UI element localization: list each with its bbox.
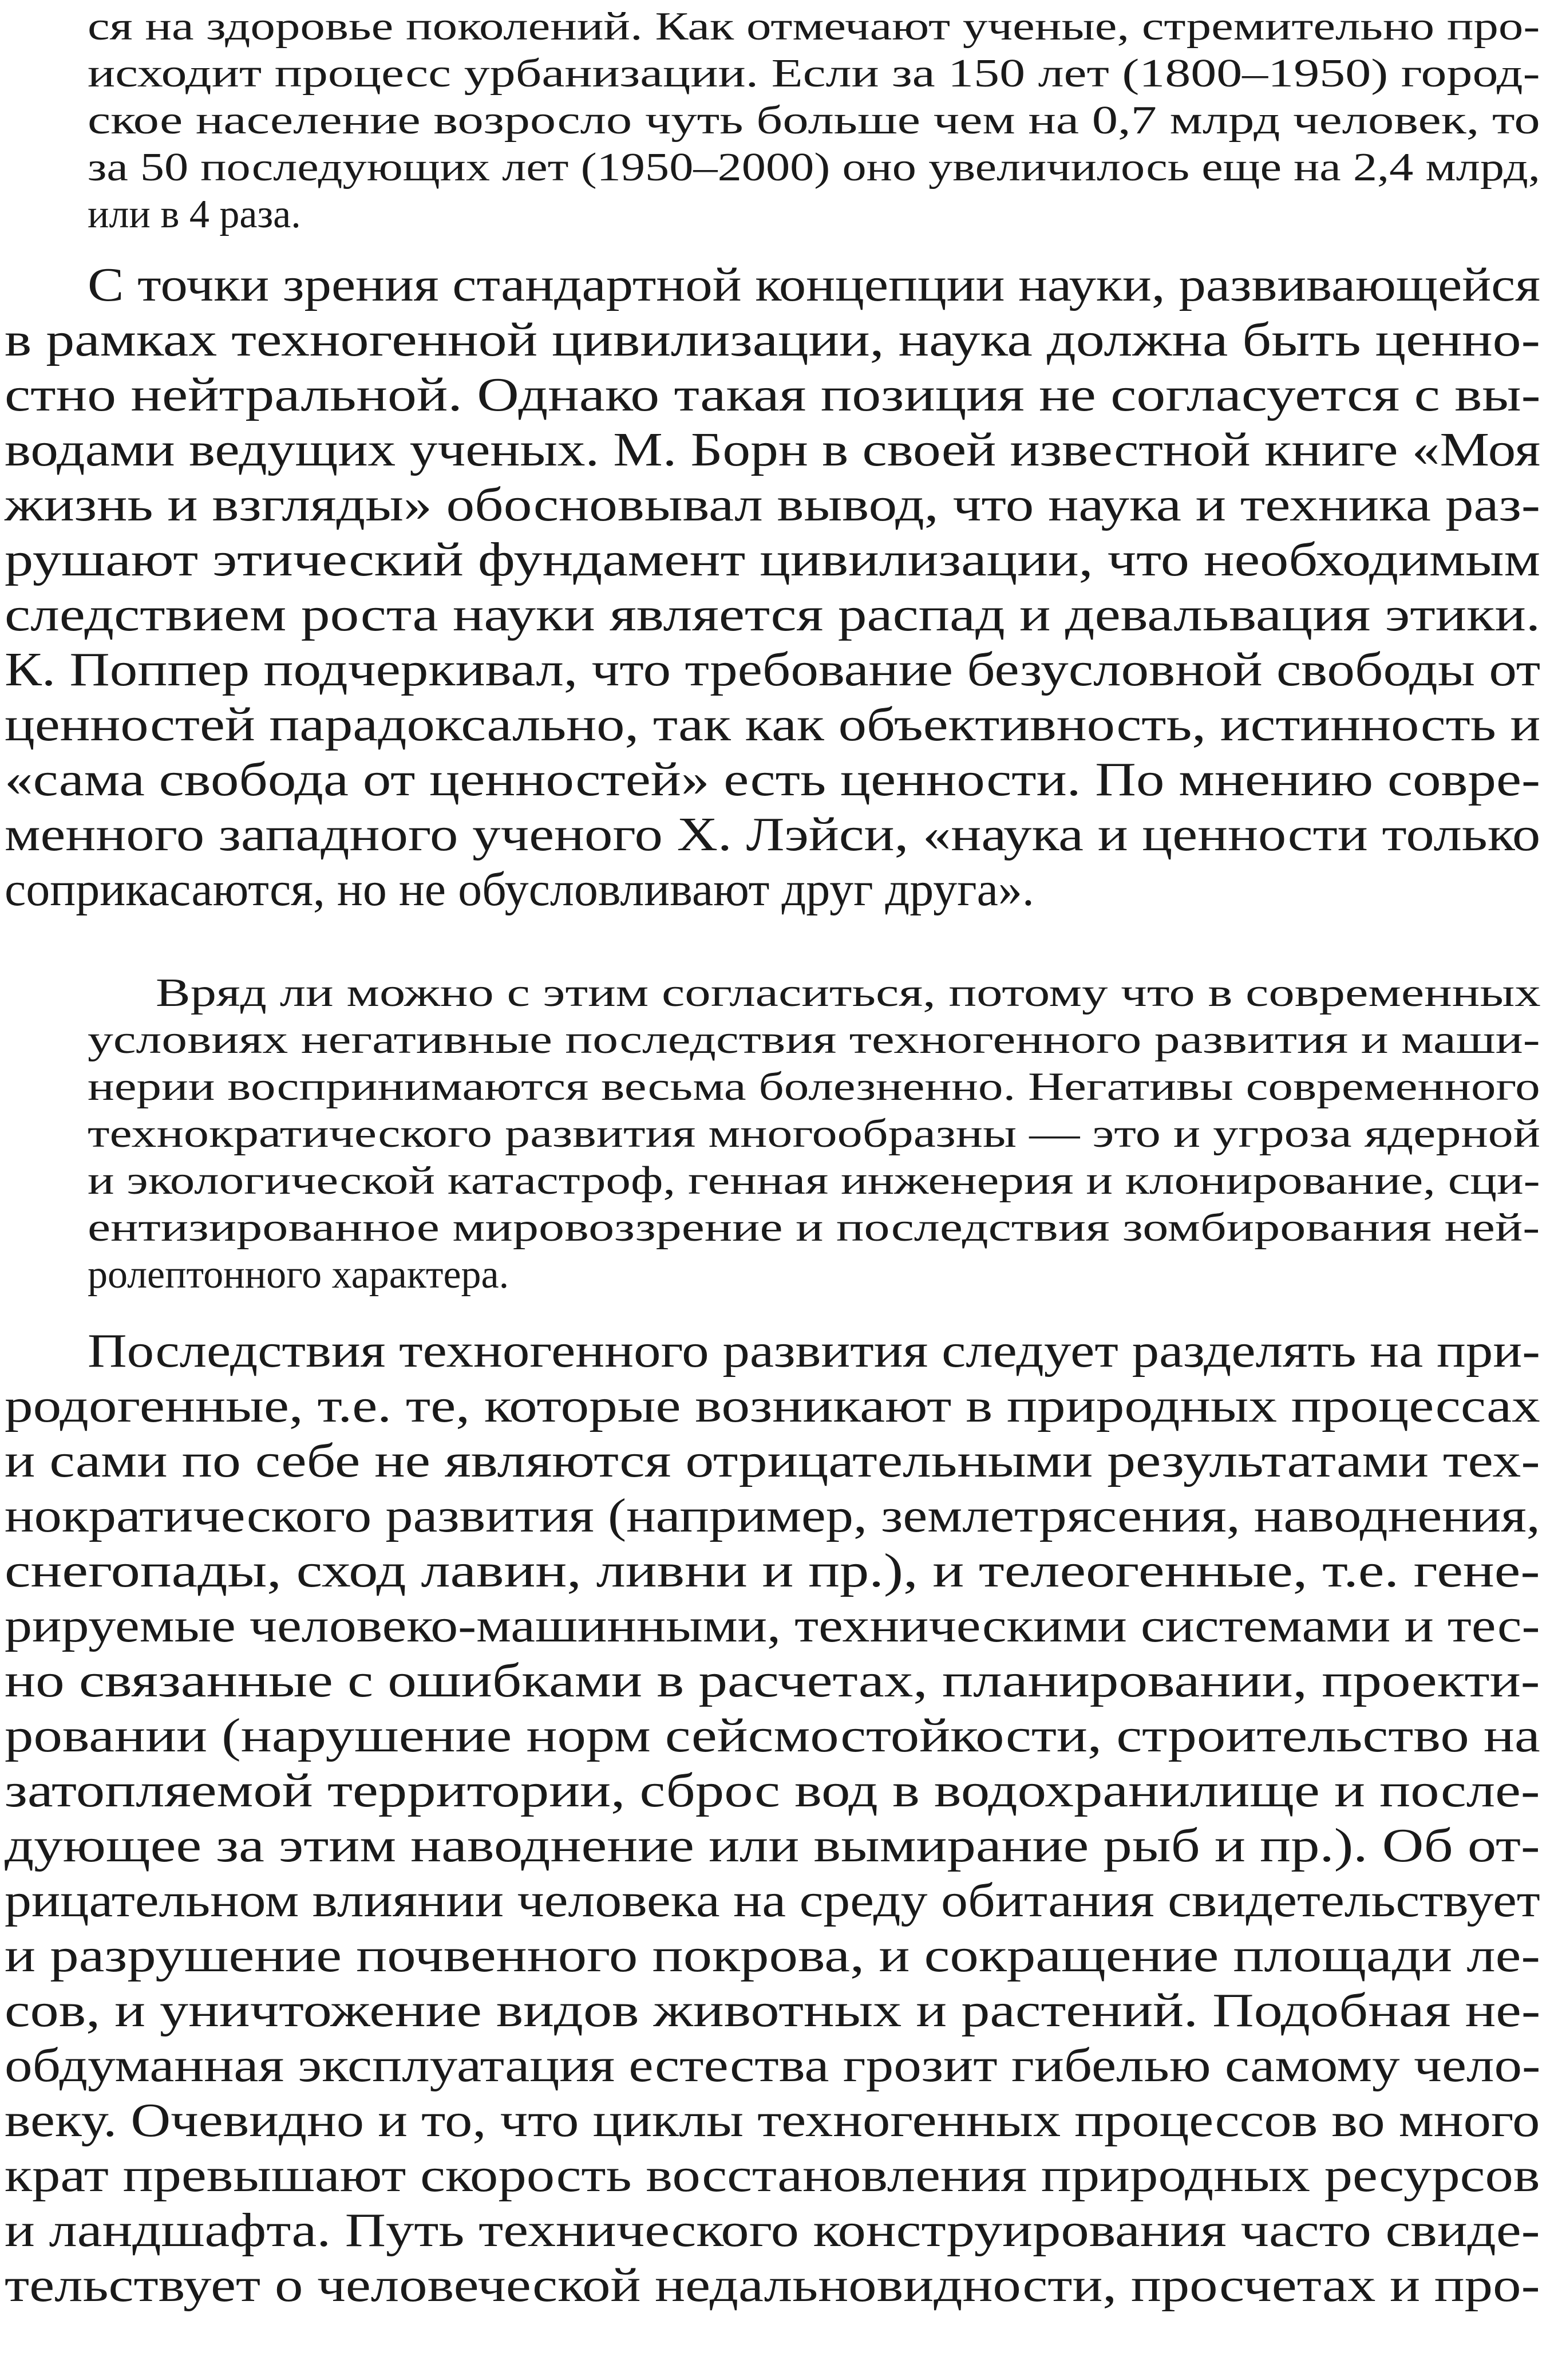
text-line: веку. Очевидно и то, что циклы техногенных процессов во много — [5, 2094, 1540, 2147]
text-line: условиях негативные последствия техногенного развития и маши- — [88, 1018, 1540, 1062]
text-line: в рамках техногенной цивилизации, наука должна быть ценно- — [5, 313, 1540, 366]
text-line: К. Поппер подчеркивал, что требование безусловной свободы от — [5, 643, 1541, 696]
text-line: С точки зрения стандартной концепции науки, развивающейся — [88, 258, 1541, 311]
text-line: тельствует о человеческой недальновидности, просчетах и про- — [5, 2259, 1540, 2312]
text-line: ское население возросло чуть больше чем на 0,7 млрд человек, то — [88, 98, 1540, 143]
text-line: стно нейтральной. Однако такая позиция не согласуется с вы- — [5, 368, 1541, 421]
text-line: соприкасаются, но не обусловливают друг друга». — [5, 863, 1034, 916]
text-line: жизнь и взгляды» обосновывал вывод, что наука и техника раз- — [5, 478, 1540, 531]
text-line: ролептонного характера. — [88, 1253, 509, 1297]
text-line: ровании (нарушение норм сейсмостойкости, строительство на — [5, 1709, 1540, 1762]
text-line: ентизированное мировоззрение и последствия зомбирования ней- — [88, 1206, 1540, 1250]
text-line: снегопады, сход лавин, ливни и пр.), и телеогенные, т.е. гене- — [5, 1544, 1540, 1597]
text-line: но связанные с ошибками в расчетах, планировании, проекти- — [5, 1654, 1540, 1707]
text-line: рицательном влиянии человека на среду обитания свидетельствует — [5, 1874, 1540, 1927]
text-line: ценностей парадоксально, так как объективность, истинность и — [5, 698, 1541, 751]
text-line: Вряд ли можно с этим согласиться, потому что в современных — [156, 971, 1541, 1015]
text-line: рируемые человеко-машинными, техническими системами и тес- — [5, 1599, 1540, 1652]
text-line: и ландшафта. Путь технического конструирования часто свиде- — [5, 2204, 1540, 2257]
text-line: менного западного ученого Х. Лэйси, «наука и ценности только — [5, 808, 1541, 861]
text-line: исходит процесс урбанизации. Если за 150 лет (1800–1950) город- — [88, 52, 1540, 96]
text-line: за 50 последующих лет (1950–2000) оно увеличилось еще на 2,4 млрд, — [88, 145, 1540, 190]
text-line: технократического развития многообразны — это и угроза ядерной — [88, 1112, 1540, 1156]
text-line: затопляемой территории, сброс вод в водохранилище и после- — [5, 1764, 1540, 1817]
text-line: нократического развития (например, землетрясения, наводнения, — [5, 1489, 1540, 1542]
text-line: или в 4 раза. — [88, 192, 301, 236]
text-line: «сама свобода от ценностей» есть ценности. По мнению совре- — [5, 753, 1541, 806]
text-line: и сами по себе не являются отрицательными результатами тех- — [5, 1434, 1540, 1487]
text-line: и разрушение почвенного покрова, и сокращение площади ле- — [5, 1929, 1541, 1982]
text-line: рушают этический фундамент цивилизации, что необходимым — [5, 533, 1541, 586]
text-line: обдуманная эксплуатация естества грозит гибелью самому чело- — [5, 2039, 1541, 2092]
text-line: Последствия техногенного развития следует разделять на при- — [88, 1324, 1540, 1378]
text-line: ся на здоровье поколений. Как отмечают ученые, стремительно про- — [88, 5, 1540, 49]
text-line: и экологической катастроф, генная инженерия и клонирование, сци- — [88, 1159, 1540, 1203]
text-line: нерии воспринимаются весьма болезненно. Негативы современного — [88, 1065, 1540, 1109]
text-line: родогенные, т.е. те, которые возникают в природных процессах — [5, 1379, 1540, 1432]
text-line: следствием роста науки является распад и девальвация этики. — [5, 588, 1541, 641]
text-line: сов, и уничтожение видов животных и растений. Подобная не- — [5, 1984, 1541, 2037]
text-line: дующее за этим наводнение или вымирание рыб и пр.). Об от- — [5, 1819, 1540, 1872]
text-line: водами ведущих ученых. М. Борн в своей известной книге «Моя — [5, 423, 1541, 476]
text-line: крат превышают скорость восстановления природных ресурсов — [5, 2149, 1540, 2202]
